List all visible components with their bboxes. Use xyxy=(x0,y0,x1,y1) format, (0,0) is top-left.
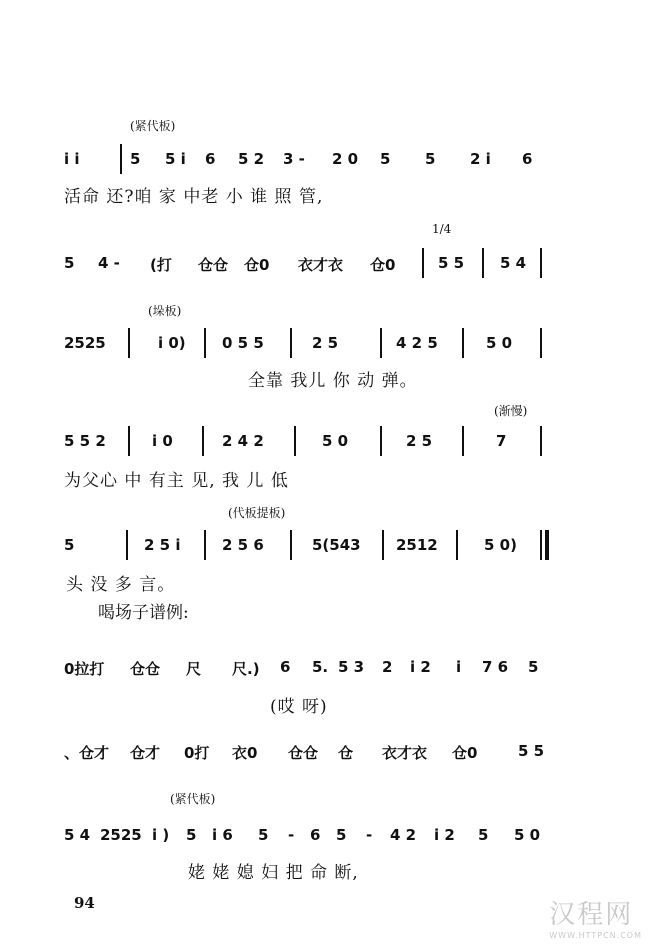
notation-token: 0拉打 xyxy=(64,660,105,678)
lyric-line: 姥 姥 媳 妇 把 命 断, xyxy=(188,863,359,883)
notation-token: 5 0) xyxy=(484,536,517,554)
notation-token: 5 xyxy=(186,826,197,844)
tempo-annotation: (垛板) xyxy=(148,304,182,318)
bar-line xyxy=(462,328,464,358)
notation-token: 5 xyxy=(64,254,75,272)
notation-token: 5 xyxy=(130,150,141,168)
page-number: 94 xyxy=(74,894,95,912)
bar-line xyxy=(290,530,292,560)
notation-token: i 6 xyxy=(212,826,233,844)
notation-token: 仓0 xyxy=(370,256,396,274)
notation-token: 5 xyxy=(64,536,75,554)
notation-token: 5 xyxy=(380,150,391,168)
lyric-line: 头 没 多 言。 xyxy=(66,575,176,595)
notation-token: 5 4 xyxy=(64,826,91,844)
bar-line xyxy=(204,530,206,560)
notation-token: 4 2 xyxy=(390,826,417,844)
bar-line xyxy=(462,426,464,456)
notation-token: 6 xyxy=(310,826,321,844)
bar-line xyxy=(380,328,382,358)
notation-token: 2 4 2 xyxy=(222,432,264,450)
notation-token: 7 6 xyxy=(482,658,509,676)
tempo-annotation: (渐慢) xyxy=(494,404,528,418)
notation-token: 5 0 xyxy=(514,826,541,844)
bar-line xyxy=(202,426,204,456)
notation-token: 7 xyxy=(496,432,507,450)
watermark xyxy=(549,894,642,940)
notation-token: 5 xyxy=(258,826,269,844)
notation-token: i i xyxy=(64,150,80,168)
notation-token: 5 xyxy=(336,826,347,844)
notation-token: 5 5 xyxy=(438,254,465,272)
notation-token: 5 0 xyxy=(322,432,349,450)
notation-token: 6 xyxy=(522,150,533,168)
lyric-line: 活命 还?咱 家 中老 小 谁 照 管, xyxy=(64,187,324,207)
notation-token: 5 2 xyxy=(238,150,265,168)
notation-token: 5 3 xyxy=(338,658,365,676)
notation-token: 5 xyxy=(528,658,539,676)
notation-token: 2 5 xyxy=(312,334,339,352)
notation-token: 2 5 6 xyxy=(222,536,264,554)
bar-line xyxy=(128,426,130,456)
notation-token: 仓 xyxy=(338,744,354,762)
notation-token: 5 0 xyxy=(486,334,513,352)
notation-token: 6 xyxy=(280,658,291,676)
notation-token: 仓仓 xyxy=(198,256,229,274)
notation-token: i 2 xyxy=(410,658,431,676)
notation-token: 仓仓 xyxy=(130,660,161,678)
bar-line xyxy=(290,328,292,358)
notation-token: 5 5 xyxy=(518,742,545,760)
notation-token: 5 xyxy=(478,826,489,844)
bar-line xyxy=(540,328,542,358)
notation-token: 2 xyxy=(382,658,393,676)
notation-token: 尺.) xyxy=(232,660,260,678)
bar-line xyxy=(456,530,458,560)
meter-annotation: 1/4 xyxy=(432,222,452,236)
notation-token: 4 - xyxy=(98,254,120,272)
notation-token: 仓0 xyxy=(244,256,270,274)
notation-token: 仓才 xyxy=(130,744,161,762)
notation-token: 5 xyxy=(425,150,436,168)
bar-line xyxy=(128,328,130,358)
bar-line xyxy=(120,144,122,174)
notation-token: 3 - xyxy=(283,150,305,168)
notation-token: 仓0 xyxy=(452,744,478,762)
notation-token: 尺 xyxy=(186,660,202,678)
notation-token: - xyxy=(366,826,373,844)
tempo-annotation: (代板提板) xyxy=(228,506,286,520)
notation-token: 4 2 5 xyxy=(396,334,438,352)
notation-token: 2 i xyxy=(470,150,491,168)
bar-line xyxy=(540,426,542,456)
final-bar-line xyxy=(545,530,549,560)
notation-token: 衣0 xyxy=(232,744,258,762)
notation-token: 仓仓 xyxy=(288,744,319,762)
watermark-text: 汉程网 xyxy=(549,900,634,930)
watermark-url: WWW.HTTPCN.COM xyxy=(549,931,642,940)
notation-token: 2512 xyxy=(396,536,438,554)
tempo-annotation: (紧代板) xyxy=(170,792,216,806)
notation-token: 5 5 2 xyxy=(64,432,106,450)
notation-token: i 0 xyxy=(152,432,173,450)
notation-token: 5 i xyxy=(165,150,186,168)
lyric-line: (哎 呀) xyxy=(270,697,328,717)
bar-line xyxy=(294,426,296,456)
notation-token: 6 xyxy=(205,150,216,168)
tempo-annotation: (紧代板) xyxy=(130,119,176,133)
lyric-line: 为父心 中 有主 见, 我 儿 低 xyxy=(64,471,289,491)
notation-token: i 0) xyxy=(158,334,186,352)
notation-token: i ) xyxy=(152,826,170,844)
notation-token: 5. xyxy=(312,658,329,676)
bar-line xyxy=(540,530,542,560)
section-heading: 喝场子谱例: xyxy=(98,603,189,623)
notation-token: 、仓才 xyxy=(64,744,110,762)
notation-token: 2 5 i xyxy=(144,536,181,554)
bar-line xyxy=(380,426,382,456)
notation-token: 2 5 xyxy=(406,432,433,450)
notation-token: 0打 xyxy=(184,744,210,762)
bar-line xyxy=(126,530,128,560)
notation-token: 5(543 xyxy=(312,536,361,554)
notation-token: 2525 xyxy=(100,826,142,844)
bar-line xyxy=(422,248,424,278)
notation-token: i 2 xyxy=(434,826,455,844)
notation-token: 5 4 xyxy=(500,254,527,272)
notation-token: 衣才衣 xyxy=(382,744,428,762)
notation-token: i xyxy=(456,658,462,676)
notation-token: - xyxy=(288,826,295,844)
notation-token: 2525 xyxy=(64,334,106,352)
notation-token: 衣才衣 xyxy=(298,256,344,274)
bar-line xyxy=(204,328,206,358)
notation-token: 2 0 xyxy=(332,150,359,168)
lyric-line: 全靠 我儿 你 动 弹。 xyxy=(248,371,418,391)
notation-token: 0 5 5 xyxy=(222,334,264,352)
notation-token: (打 xyxy=(150,256,172,274)
bar-line xyxy=(482,248,484,278)
bar-line xyxy=(540,248,542,278)
bar-line xyxy=(382,530,384,560)
